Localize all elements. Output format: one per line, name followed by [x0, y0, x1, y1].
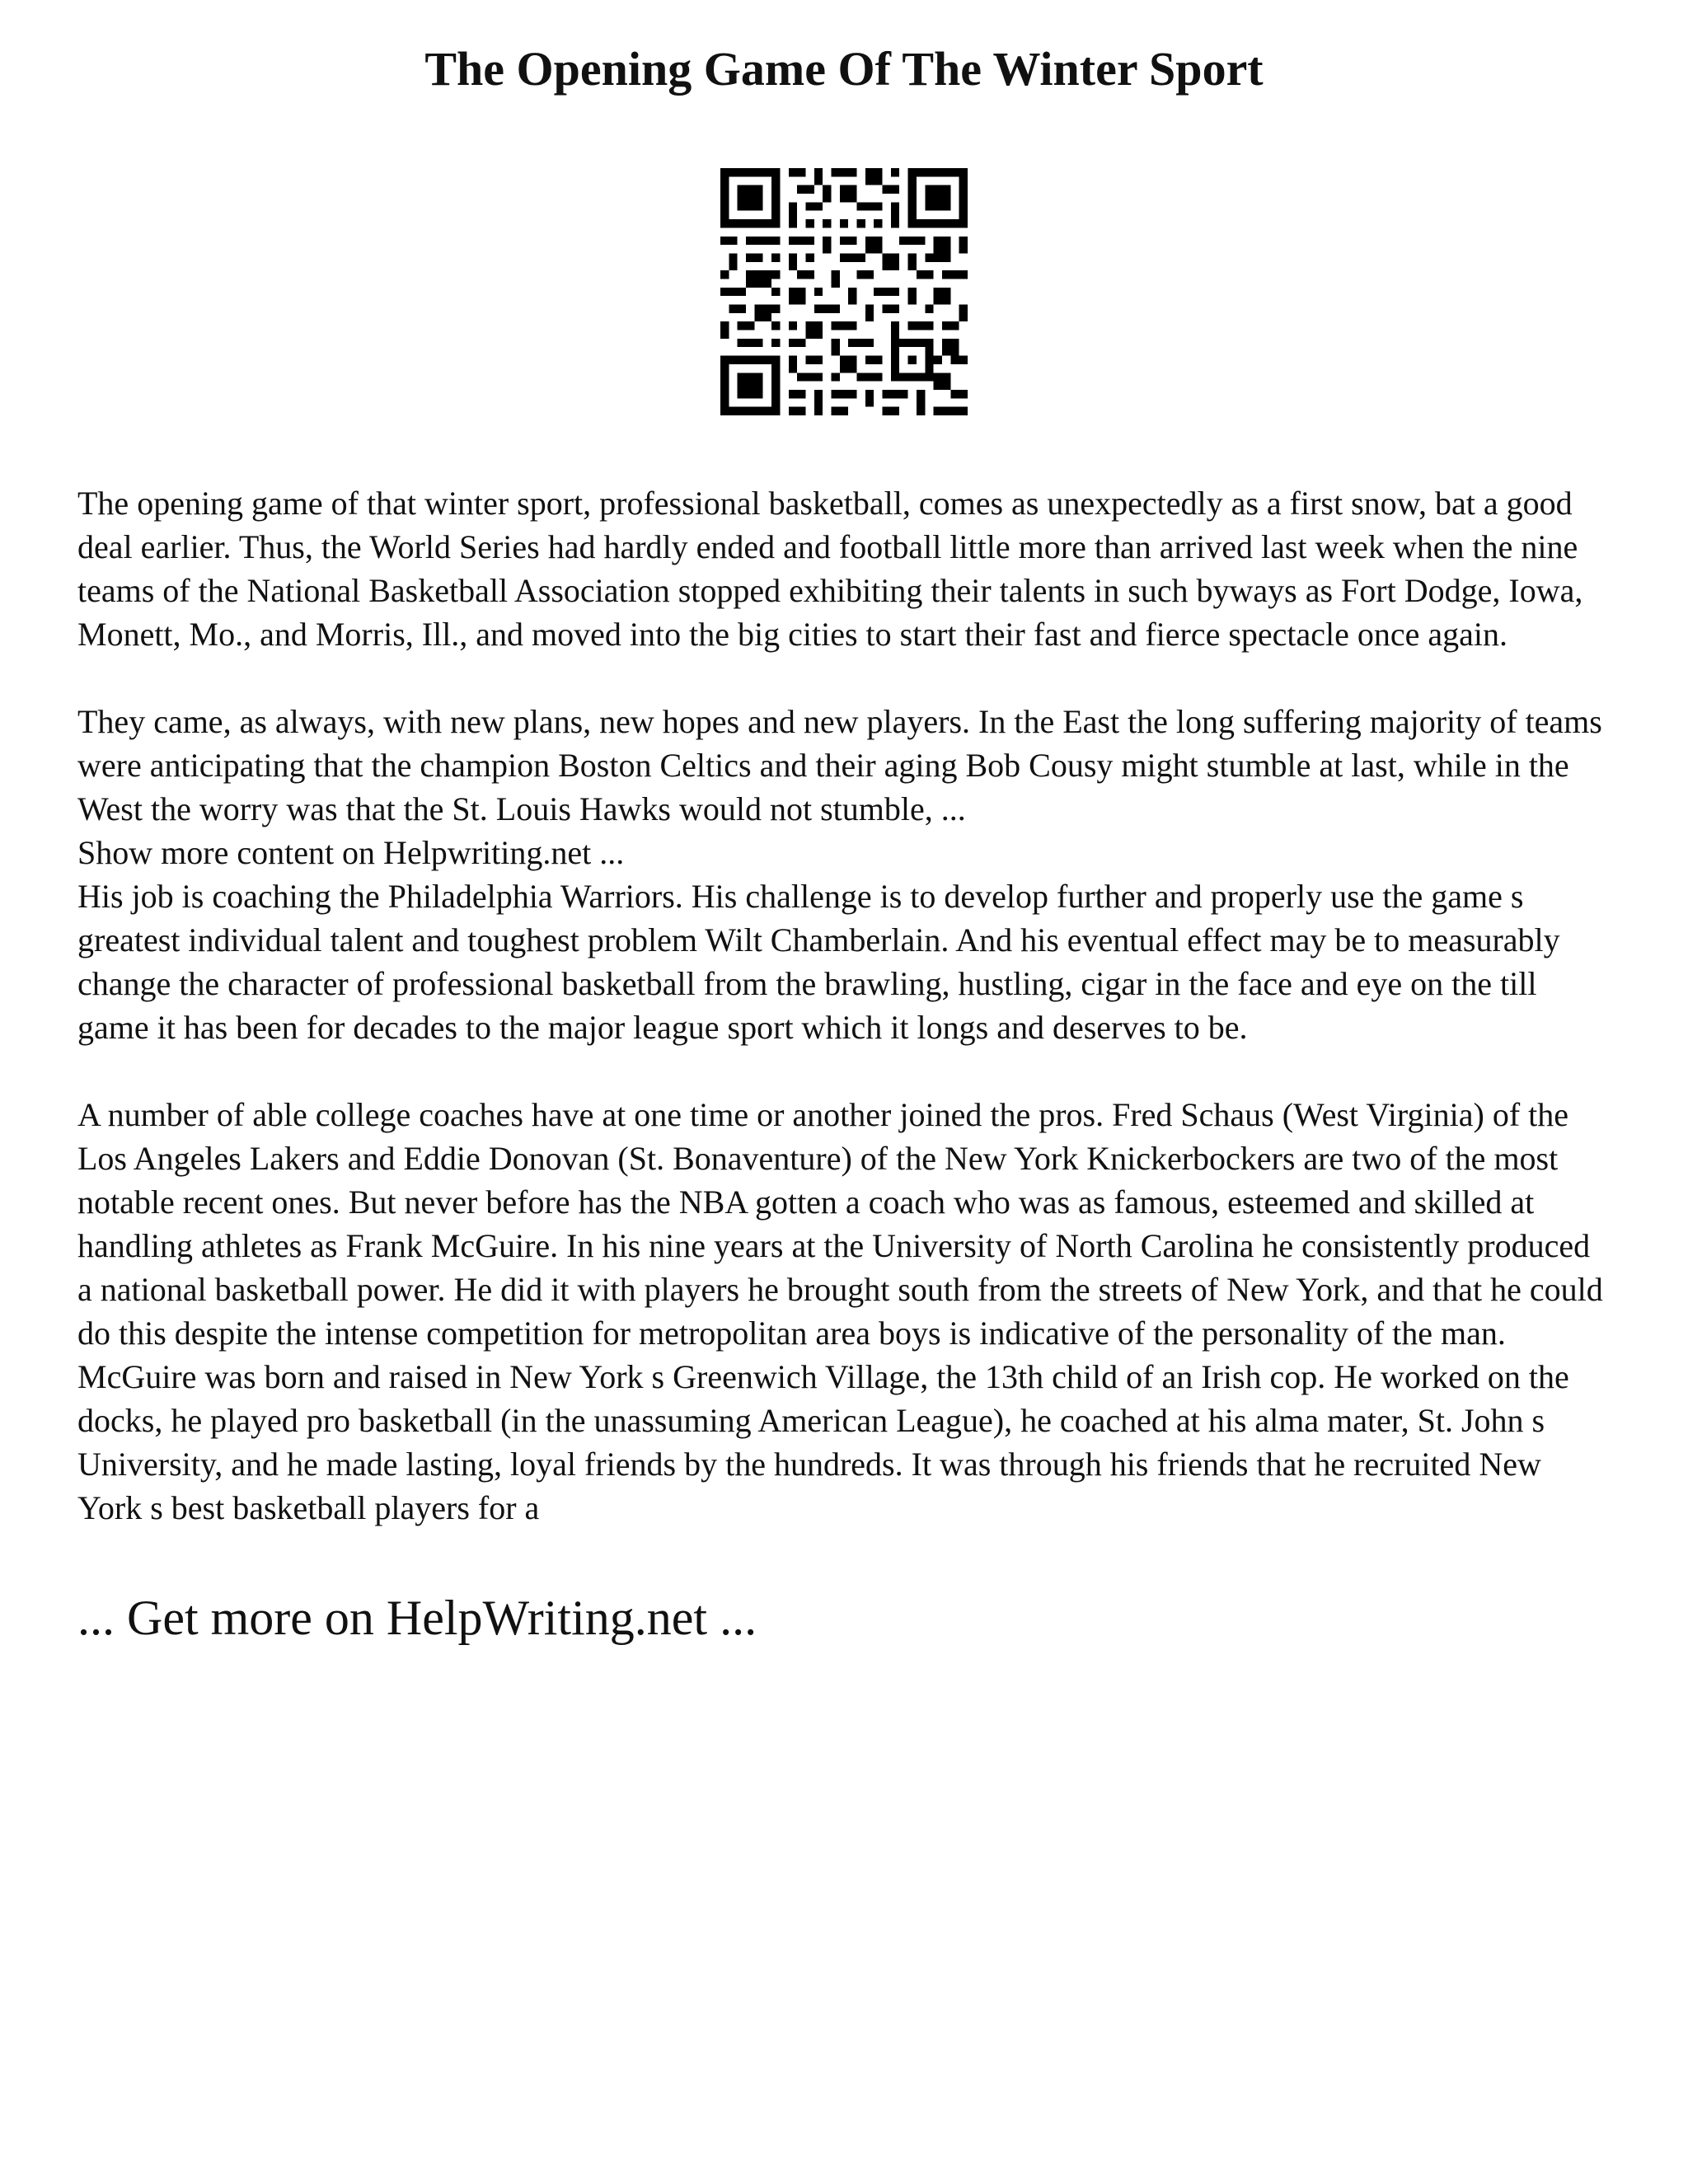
paragraph-2: They came, as always, with new plans, new hopes and new players. In the East the long suffering majority of teams were anticipating that the champion Boston Celtics and their aging Bob Cousy might stumble at last, while in the West the worry was that the St. Louis Hawks would not stumble, ...: [77, 703, 1602, 827]
paragraph-gap: [77, 656, 1611, 700]
page-title: The Opening Game Of The Winter Sport: [424, 42, 1264, 96]
get-more-link[interactable]: ... Get more on HelpWriting.net ...: [77, 1591, 757, 1645]
paragraph-4: A number of able college coaches have at one time or another joined the pros. Fred Schaus (West Virginia) of the Los Angeles Lakers and Eddie Donovan (St. Bonaventure) of the New York Knickerbockers are two of the most notable recent ones. But never before has the NBA gotten a coach who was as famous, esteemed and skilled at handling athletes as Frank McGuire. In his nine years at the University of North Carolina he consistently produced a national basketball power. He did it with players he brought south from the streets of New York, and that he could do this despite the intense competition for metropolitan area boys is indicative of the personality of the man. McGuire was born and raised in New York s Greenwich Village, the 13th child of an Irish cop. He worked on the docks, he played pro basketball (in the unassuming American League), he coached at his alma mater, St. John s University, and he made lasting, loyal friends by the hundreds. It was through his friends that he recruited New York s best basketball players for a: [77, 1096, 1603, 1526]
qr-code-icon: [720, 168, 968, 415]
article-body: [77, 481, 1611, 1530]
paragraph-1: The opening game of that winter sport, professional basketball, comes as unexpectedly as a first snow, bat a good deal earlier. Thus, the World Series had hardly ended and football little more than arrived last week when the nine teams of the National Basketball Association stopped exhibiting their talents in such byways as Fort Dodge, Iowa, Monett, Mo., and Morris, Ill., and moved into the big cities to start their fast and fierce spectacle once again.: [77, 485, 1583, 653]
paragraph-3: His job is coaching the Philadelphia Warriors. His challenge is to develop further and properly use the game s greatest individual talent and toughest problem Wilt Chamberlain. And his eventual effect may be to measurably change the character of professional basketball from the brawling, hustling, cigar in the face and eye on the till game it has been for decades to the major league sport which it longs and deserves to be.: [77, 878, 1560, 1046]
show-more-link[interactable]: Show more content on Helpwriting.net ...: [77, 834, 625, 871]
paragraph-gap: [77, 1049, 1611, 1093]
qr-code-container: [77, 168, 1611, 415]
